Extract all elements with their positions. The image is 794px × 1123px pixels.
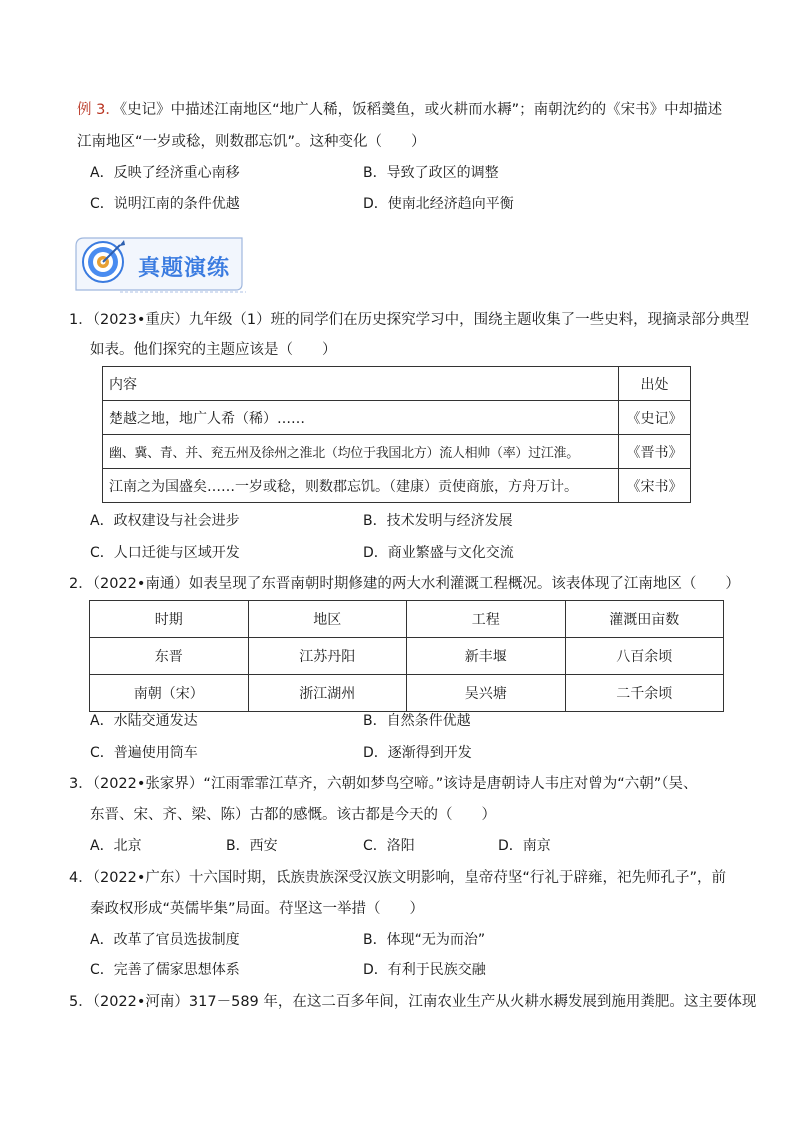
option-a: A．政权建设与社会进步 [90, 513, 240, 529]
option-c: C．说明江南的条件优越 [90, 196, 240, 212]
option-b: B．技术发明与经济发展 [363, 513, 513, 529]
option-d: D．使南北经济趋向平衡 [363, 196, 514, 212]
q3-line-2: 东晋、宋、齐、梁、陈）古都的感慨。该古都是今天的（ ） [90, 807, 496, 823]
example-label: 例 3． [77, 102, 120, 118]
section-banner [70, 234, 250, 296]
table-header-row [103, 367, 691, 401]
option-b: B．体现“无为而治” [363, 932, 486, 948]
table-cell: 《宋书》 [619, 469, 691, 503]
table-cell: 楚越之地，地广人希（稀）…… [103, 401, 619, 435]
table-cell: 江南之为国盛矣……一岁或稔，则数郡忘饥。（建康）贡使商旅，方舟万计。 [103, 469, 619, 503]
table-header: 时期 [90, 601, 249, 638]
table-header: 工程 [407, 601, 566, 638]
option-b: B．西安 [226, 838, 278, 854]
table-cell: 《史记》 [619, 401, 691, 435]
q5-line-1: 5．（2022•河南）317－589 年，在这二百多年间，江南农业生产从火耕水耨发展到施用粪肥。这主要体现 [69, 994, 757, 1010]
table-header: 地区 [248, 601, 407, 638]
option-c: C．普遍使用筒车 [90, 745, 198, 761]
table-cell: 幽、冀、青、并、兖五州及徐州之淮北（均位于我国北方）流人相帅（率）过江淮。 [103, 435, 619, 469]
table-row [103, 469, 691, 503]
q1-line-1: 1．（2023•重庆）九年级（1）班的同学们在历史探究学习中，围绕主题收集了一些史料，现摘录部分典型 [69, 312, 750, 328]
option-c: C．完善了儒家思想体系 [90, 962, 240, 978]
q2-line-1: 2．（2022•南通）如表呈现了东晋南朝时期修建的两大水利灌溉工程概况。该表体现了江南地区（ ） [69, 576, 740, 592]
option-d: D．南京 [498, 838, 551, 854]
option-a: A．反映了经济重心南移 [90, 165, 240, 181]
option-d: D．有利于民族交融 [363, 962, 486, 978]
table-row [90, 638, 724, 675]
table-header: 内容 [103, 367, 619, 401]
table-header: 灌溉田亩数 [565, 601, 724, 638]
option-b: B．导致了政区的调整 [363, 165, 499, 181]
table-header: 出处 [619, 367, 691, 401]
table-cell: 东晋 [90, 638, 249, 675]
target-icon [83, 240, 125, 282]
table-cell: 八百余顷 [565, 638, 724, 675]
option-a: A．水陆交通发达 [90, 713, 198, 729]
table-row [90, 675, 724, 712]
table-cell: 《晋书》 [619, 435, 691, 469]
q1-table [102, 366, 691, 503]
table-cell: 二千余顷 [565, 675, 724, 712]
option-a: A．改革了官员选拔制度 [90, 932, 240, 948]
table-cell: 吴兴塘 [407, 675, 566, 712]
example-3-line-2: 江南地区“一岁或稔，则数郡忘饥”。这种变化（ ） [77, 134, 426, 150]
q4-line-2: 秦政权形成“英儒毕集”局面。苻坚这一举措（ ） [90, 901, 425, 917]
option-d: D．商业繁盛与文化交流 [363, 545, 514, 561]
q3-line-1: 3．（2022•张家界）“江雨霏霏江草齐，六朝如梦鸟空啼。”该诗是唐朝诗人韦庄对曾为“六朝”（吴、 [69, 776, 698, 792]
table-row [103, 401, 691, 435]
table-cell: 浙江湖州 [248, 675, 407, 712]
table-cell: 新丰堰 [407, 638, 566, 675]
table-header-row [90, 601, 724, 638]
table-row [103, 435, 691, 469]
option-b: B．自然条件优越 [363, 713, 471, 729]
option-c: C．人口迁徙与区域开发 [90, 545, 240, 561]
q2-table [89, 600, 724, 712]
table-cell: 南朝（宋） [90, 675, 249, 712]
section-title: 真题演练 [138, 256, 231, 281]
example-3-line-1: 例 3．《史记》中描述江南地区“地广人稀，饭稻羹鱼，或火耕而水耨”；南朝沈约的《宋书》中却描述 [77, 102, 723, 118]
option-c: C．洛阳 [363, 838, 415, 854]
q1-line-2: 如表。他们探究的主题应该是（ ） [90, 342, 337, 358]
table-cell: 江苏丹阳 [248, 638, 407, 675]
option-a: A．北京 [90, 838, 142, 854]
option-d: D．逐渐得到开发 [363, 745, 472, 761]
q4-line-1: 4．（2022•广东）十六国时期，氐族贵族深受汉族文明影响，皇帝苻坚“行礼于辟雍，祀先师孔子”，前 [69, 870, 726, 886]
